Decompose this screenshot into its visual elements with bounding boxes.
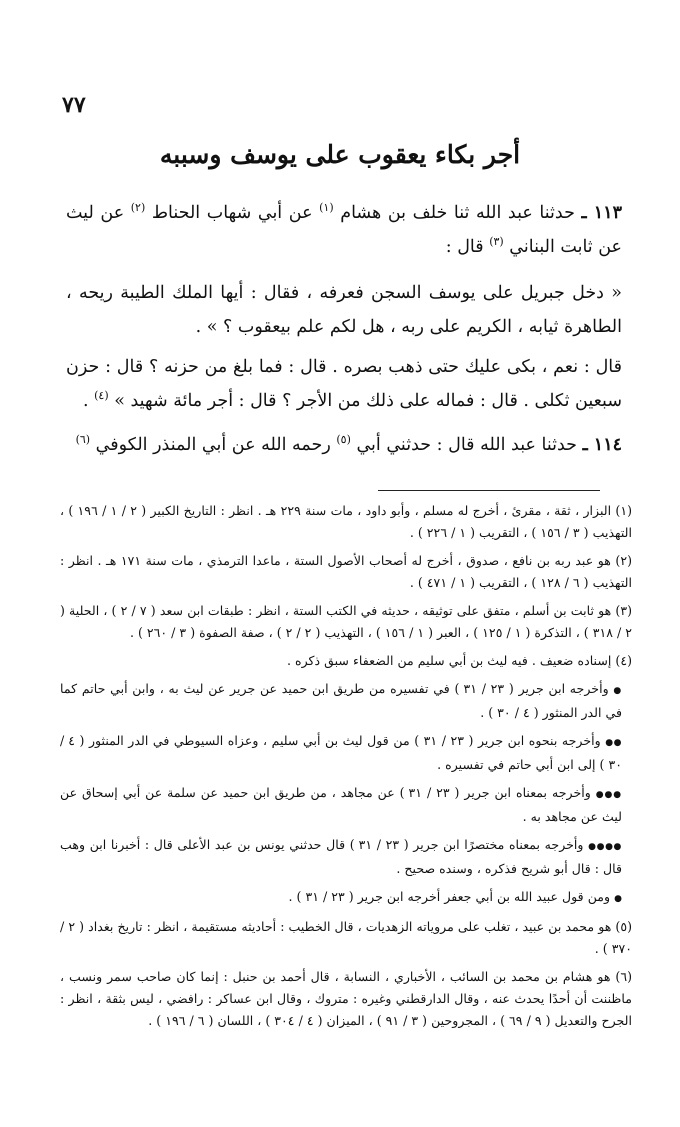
page-number: ٧٧ (62, 92, 86, 118)
hadith-114-paragraph (66, 428, 622, 462)
hadith-114 (66, 428, 622, 462)
hadith-number: ١١٤ ـ (582, 435, 622, 455)
footnote-ref: (١) (319, 201, 334, 215)
isnad-part: حدثنا عبد الله ثنا خلف بن هشام (340, 203, 575, 223)
footnote-ref: (٥) (336, 433, 351, 447)
footnote-separator (378, 490, 600, 491)
takhrij-text: وأخرجه بمعناه مختصرًا ابن جرير ( ٢٣ / ٣١ ) قال حدثني يونس بن عبد الأعلى قال : أخبرنا ابن وهب قال : قال أبو شريح فذكره ، وسنده صحيح . (60, 837, 622, 876)
bullet-icon: ● (613, 686, 622, 696)
bullet-icon: ● (614, 894, 622, 904)
footnote-6: (٦) هو هشام بن محمد بن السائب ، الأخباري ، النسابة ، قال أحمد بن حنبل : إنما كان صاحب سمر ونسب ، ماظننت أن أحدًا يحدث عنه ، وقال الدارقطني وغيره : متروك ، وقال ابن عساكر : رافضي ، ليس بثقة ، انظر : الجرح والتعديل ( ٩ / ٦٩ ) ، المجروحين ( ٣ / ٩١ ) ، الميزان ( ٤ / ٣٠٤ ) ، اللسان ( ٦ / ١٩٦ ) . (60, 969, 632, 1028)
hadith-113-paragraph (66, 196, 622, 264)
footnote-4-takhrij-3 (60, 782, 632, 828)
isnad-part: قال : (445, 237, 484, 257)
bullet-icon: ●●●● (588, 842, 622, 852)
takhrij-text: وأخرجه بمعناه ابن جرير ( ٢٣ / ٣١ ) عن مجاهد ، من طريق ابن حميد عن سلمة عن أبي إسحاق عن ليث عن مجاهد به . (60, 785, 622, 824)
isnad-part: عن أبي شهاب الحناط (151, 203, 313, 223)
hadith-113 (66, 196, 622, 264)
takhrij-text: ومن قول عبيد الله بن أبي جعفر أخرجه ابن جرير ( ٢٣ / ٣١ ) . (288, 889, 611, 904)
footnote-1: (١) البزار ، ثقة ، مقرئ ، أخرج له مسلم ، وأبو داود ، مات سنة ٢٢٩ هـ . انظر : التاريخ الكبير ( ٢ / ١ / ١٩٦ ) ، التهذيب ( ٣ / ١٥٦ ) ، التقريب ( ١ / ٢٢٦ ) . (60, 503, 632, 540)
hadith-number: ١١٣ ـ (581, 203, 622, 223)
hadith-quote (66, 276, 622, 344)
hadith-reply (66, 350, 622, 418)
footnote-ref: (٢) (130, 201, 146, 215)
takhrij-text: وأخرجه بنحوه ابن جرير ( ٢٣ / ٣١ ) من قول ليث بن أبي سليم ، وعزاه السيوطي في الدر المنثور ( ٤ / ٣٠ ) إلى ابن أبي حاتم في تفسيره . (60, 733, 622, 772)
reply-text: قال : نعم ، بكى عليك حتى ذهب بصره . قال : فما بلغ من حزنه ؟ قال : حزن سبعين ثكلى . قال : فماله على ذلك من الأجر ؟ قال : أجر مائة شهيد » (66, 357, 622, 411)
footnote-4-takhrij-5 (60, 886, 632, 910)
footnotes (60, 500, 632, 1038)
footnote-2: (٢) هو عبد ربه بن نافع ، صدوق ، أخرج له أصحاب الأصول الستة ، ماعدا الترمذي ، مات سنة ١٧١ هـ . انظر : التهذيب ( ٦ / ١٢٨ ) ، التقريب ( ١ / ٤٧١ ) . (60, 553, 632, 590)
bullet-icon: ●● (605, 738, 622, 748)
isnad-part: رحمه الله عن أبي المنذر الكوفي (95, 435, 331, 455)
footnote-ref: (٣) (489, 235, 504, 249)
reply-end: . (82, 391, 89, 411)
reply-paragraph (66, 350, 622, 418)
footnote-ref: (٦) (75, 433, 91, 447)
isnad-part: حدثنا عبد الله قال : حدثني أبي (356, 435, 577, 455)
chapter-title: أجر بكاء يعقوب على يوسف وسببه (159, 140, 521, 169)
footnote-ref: (٤) (94, 389, 109, 403)
footnote-4-takhrij-2 (60, 730, 632, 776)
takhrij-text: وأخرجه ابن جرير ( ٢٣ / ٣١ ) في تفسيره من طريق ابن حميد عن جرير عن ليث به ، وابن أبي حاتم كما في الدر المنثور ( ٤ / ٣٠ ) . (60, 681, 622, 720)
quote-paragraph: « دخل جبريل على يوسف السجن فعرفه ، فقال : أيها الملك الطيبة ريحه ، الطاهرة ثيابه ، الكريم على ربه ، هل لكم علم بيعقوب ؟ » . (66, 283, 622, 337)
isnad-part: عن ليث عن ثابت البناني (66, 203, 622, 257)
footnote-4: (٤) إسناده ضعيف . فيه ليث بن أبي سليم من الضعفاء سبق ذكره . (286, 653, 632, 668)
footnote-4-takhrij-4 (60, 834, 632, 880)
footnote-3: (٣) هو ثابت بن أسلم ، متفق على توثيقه ، حديثه في الكتب الستة ، انظر : طبقات ابن سعد ( ٧ / ٢ ) ، الحلية ( ٢ / ٣١٨ ) ، التذكرة ( ١ / ١٢٥ ) ، العبر ( ١ / ١٥٦ ) ، التهذيب ( ٢ / ٢ ) ، صفة الصفوة ( ٣ / ٢٦٠ ) . (60, 603, 633, 640)
footnote-4-takhrij-1 (60, 678, 632, 724)
bullet-icon: ●●● (595, 790, 622, 800)
footnote-5: (٥) هو محمد بن عبيد ، تغلب على مروياته الزهديات ، قال الخطيب : أحاديثه مستقيمة ، انظر : تاريخ بغداد ( ٢ / ٣٧٠ ) . (60, 919, 632, 956)
